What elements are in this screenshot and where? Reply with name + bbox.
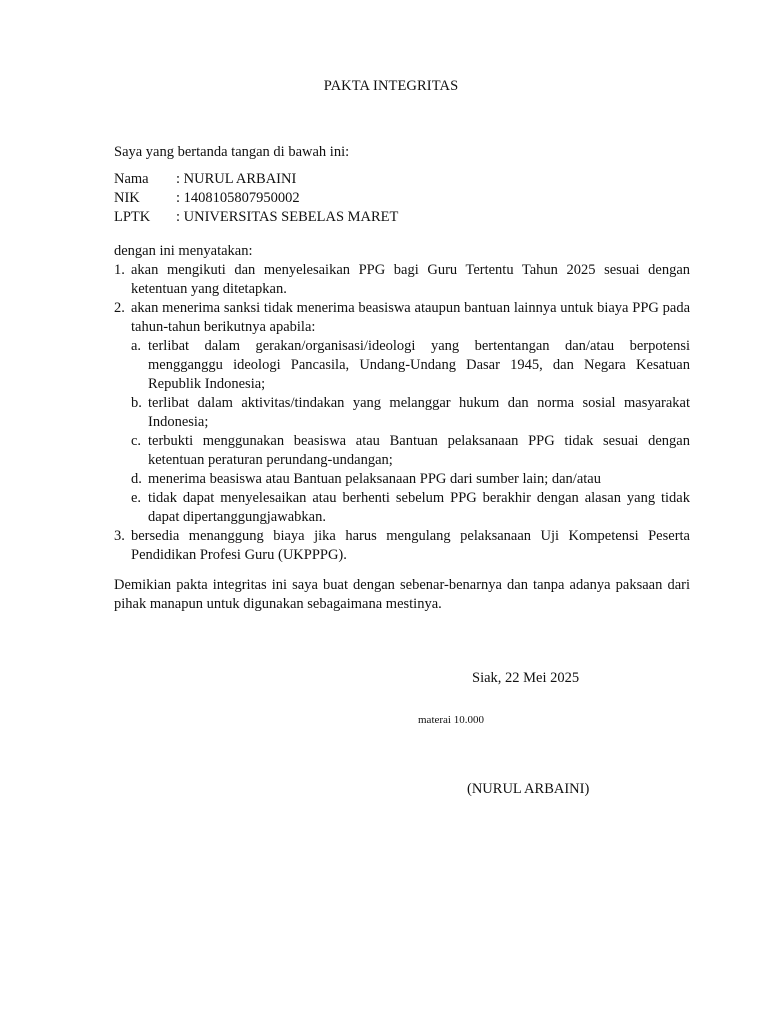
list-item-text: akan menerima sanksi tidak menerima beasiswa ataupun bantuan lainnya untuk biaya PPG pada tahun-tahun berikutnya apabila: (131, 300, 690, 335)
statement-intro: dengan ini menyatakan: (114, 243, 253, 259)
materai-stamp-note: materai 10.000 (418, 714, 484, 726)
sub-list-item (131, 470, 690, 489)
signer-name: (NURUL ARBAINI) (467, 781, 590, 797)
sub-list-text: menerima beasiswa atau Bantuan pelaksanaan PPG dari sumber lain; dan/atau (148, 471, 601, 487)
sub-list-letter: b. (131, 395, 142, 411)
list-item-text: akan mengikuti dan menyelesaikan PPG bagi Guru Tertentu Tahun 2025 sesuai dengan ketentuan yang ditetapkan. (131, 262, 690, 297)
document-title: PAKTA INTEGRITAS (323, 78, 459, 94)
identity-row-name (114, 170, 690, 189)
list-item (114, 527, 690, 565)
list-item-body (131, 299, 690, 527)
sub-list-text: terbukti menggunakan beasiswa atau Bantuan pelaksanaan PPG tidak sesuai dengan ketentuan peraturan perundang-undangan; (148, 433, 690, 468)
identity-row-nik (114, 189, 690, 208)
sub-list-item (131, 432, 690, 470)
identity-block (114, 170, 690, 227)
identity-row-lptk (114, 208, 690, 227)
identity-value: : 1408105807950002 (176, 190, 300, 206)
list-item (114, 299, 690, 527)
sub-list-text: terlibat dalam gerakan/organisasi/ideologi yang bertentangan dan/atau berpotensi mengganggu ideologi Pancasila, Undang-Undang Dasar 1945, dan Negara Kesatuan Republik Indonesia; (148, 338, 690, 392)
sub-list-text: terlibat dalam aktivitas/tindakan yang melanggar hukum dan norma sosial masyarakat Indonesia; (148, 395, 690, 430)
sub-list-item (131, 489, 690, 527)
closing-paragraph: Demikian pakta integritas ini saya buat dengan sebenar-benarnya dan tanpa adanya paksaan dari pihak manapun untuk digunakan sebagaimana mestinya. (114, 577, 690, 612)
identity-label: LPTK (114, 209, 151, 225)
sub-list (131, 337, 690, 527)
sub-list-item (131, 394, 690, 432)
identity-label: NIK (114, 190, 140, 206)
statement-list (114, 261, 690, 565)
identity-value: : NURUL ARBAINI (176, 171, 297, 187)
sub-list-item (131, 337, 690, 394)
list-item-number: 3. (114, 528, 125, 544)
sub-list-letter: e. (131, 490, 142, 506)
sub-list-letter: c. (131, 433, 142, 449)
sub-list-letter: d. (131, 471, 142, 487)
list-item-number: 1. (114, 262, 125, 278)
list-item (114, 261, 690, 299)
intro-text: Saya yang bertanda tangan di bawah ini: (114, 144, 350, 160)
place-date: Siak, 22 Mei 2025 (472, 670, 580, 686)
list-item-number: 2. (114, 300, 125, 316)
sub-list-letter: a. (131, 338, 142, 354)
identity-value: : UNIVERSITAS SEBELAS MARET (176, 209, 399, 225)
list-item-text: bersedia menanggung biaya jika harus mengulang pelaksanaan Uji Kompetensi Peserta Pendidikan Profesi Guru (UKPPPG). (131, 528, 690, 563)
sub-list-text: tidak dapat menyelesaikan atau berhenti sebelum PPG berakhir dengan alasan yang tidak dapat dipertanggungjawabkan. (148, 490, 690, 525)
identity-label: Nama (114, 171, 149, 187)
